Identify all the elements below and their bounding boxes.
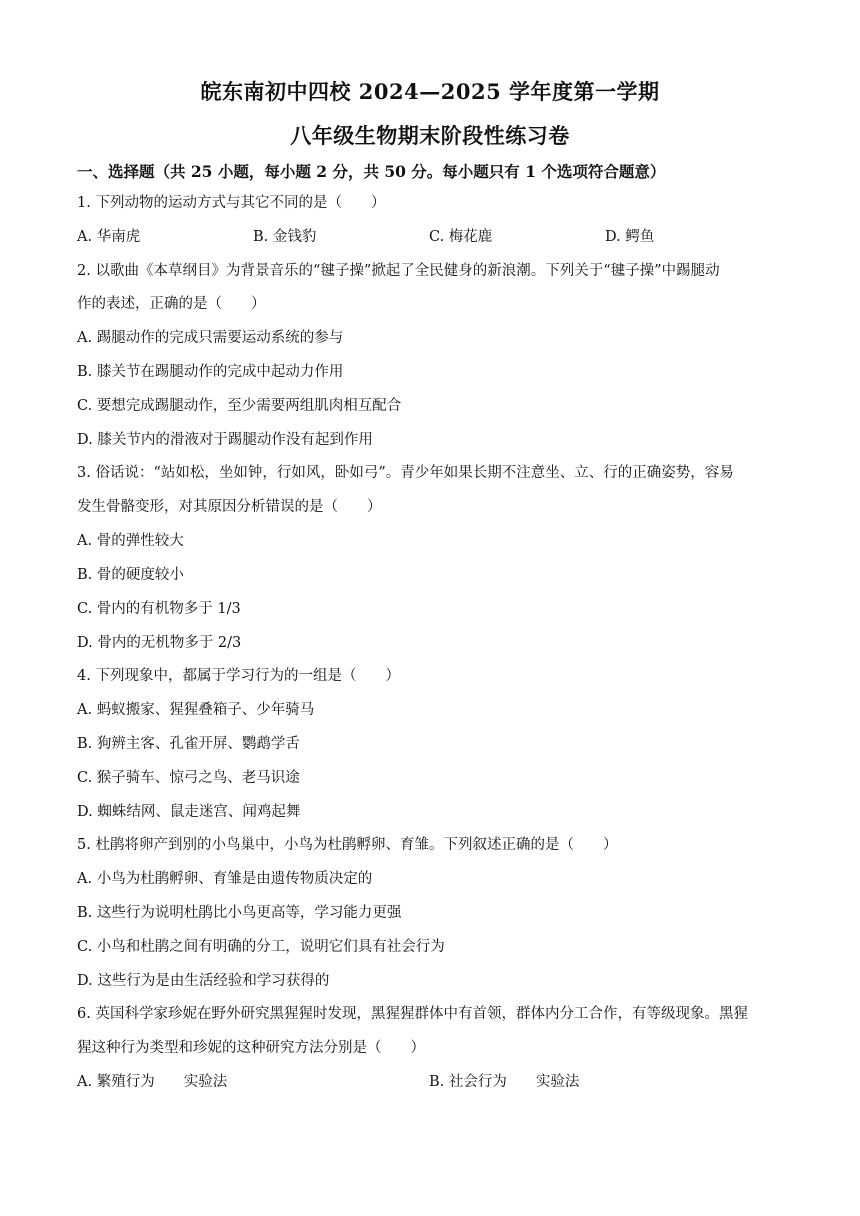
- question-1-option-d: D. 鳄鱼: [605, 229, 655, 245]
- question-5-option-c: C. 小鸟和杜鹃之间有明确的分工，说明它们具有社会行为: [77, 939, 445, 955]
- question-2-option-a: A. 踢腿动作的完成只需要运动系统的参与: [77, 330, 344, 346]
- question-5-option-a: A. 小鸟为杜鹃孵卵、育雏是由遗传物质决定的: [77, 871, 373, 887]
- question-3-option-b: B. 骨的硬度较小: [77, 567, 184, 583]
- question-1-option-a: A. 华南虎: [77, 229, 141, 245]
- question-4-option-c: C. 猴子骑车、惊弓之鸟、老马识途: [77, 770, 300, 786]
- question-6-option-b: B. 社会行为 实验法: [429, 1074, 580, 1090]
- question-4-option-b: B. 狗辨主客、孔雀开屏、鹦鹉学舌: [77, 736, 300, 752]
- question-3-option-c: C. 骨内的有机物多于 1/3: [77, 601, 241, 617]
- question-3-stem-line1: 3. 俗话说：“站如松，坐如钟，行如风，卧如弓”。青少年如果长期不注意坐、立、行的正确姿势，容易: [77, 465, 734, 481]
- question-2-option-d: D. 膝关节内的滑液对于踢腿动作没有起到作用: [77, 432, 373, 448]
- question-6-stem-line2: 猩这种行为类型和珍妮的这种研究方法分别是（ ）: [77, 1040, 425, 1056]
- question-6-stem-line1: 6. 英国科学家珍妮在野外研究黑猩猩时发现，黑猩猩群体中有首领，群体内分工合作，有等级现象。黑猩: [77, 1006, 748, 1022]
- question-5-option-b: B. 这些行为说明杜鹃比小鸟更高等，学习能力更强: [77, 905, 402, 921]
- question-3-stem-line2: 发生骨骼变形，对其原因分析错误的是（ ）: [77, 499, 382, 515]
- question-2-option-c: C. 要想完成踢腿动作，至少需要两组肌肉相互配合: [77, 398, 402, 414]
- question-4-option-a: A. 蚂蚁搬家、猩猩叠箱子、少年骑马: [77, 702, 315, 718]
- question-3-option-a: A. 骨的弹性较大: [77, 533, 184, 549]
- question-5-option-d: D. 这些行为是由生活经验和学习获得的: [77, 973, 330, 989]
- question-2-stem-line1: 2. 以歌曲《本草纲目》为背景音乐的“毽子操”掀起了全民健身的新浪潮。下列关于“毽子操”中踢腿动: [77, 263, 720, 279]
- section-heading: 一、选择题（共 25 小题，每小题 2 分，共 50 分。每小题只有 1 个选项符合题意）: [77, 162, 666, 181]
- question-4-stem: 4. 下列现象中，都属于学习行为的一组是（ ）: [77, 668, 400, 684]
- question-4-option-d: D. 蜘蛛结网、鼠走迷宫、闻鸡起舞: [77, 804, 301, 820]
- question-2-stem-line2: 作的表述，正确的是（ ）: [77, 296, 266, 312]
- question-1-option-c: C. 梅花鹿: [429, 229, 493, 245]
- exam-title-line2: 八年级生物期末阶段性练习卷: [290, 123, 570, 148]
- question-5-stem: 5. 杜鹃将卵产到别的小鸟巢中，小鸟为杜鹃孵卵、育雏。下列叙述正确的是（ ）: [77, 837, 618, 853]
- question-1-option-b: B. 金钱豹: [253, 229, 317, 245]
- exam-title-line1: 皖东南初中四校 2024—2025 学年度第一学期: [200, 79, 660, 104]
- question-3-option-d: D. 骨内的无机物多于 2/3: [77, 635, 242, 651]
- question-2-option-b: B. 膝关节在踢腿动作的完成中起动力作用: [77, 364, 344, 380]
- question-6-option-a: A. 繁殖行为 实验法: [77, 1074, 228, 1090]
- question-1-stem: 1. 下列动物的运动方式与其它不同的是（ ）: [77, 195, 386, 211]
